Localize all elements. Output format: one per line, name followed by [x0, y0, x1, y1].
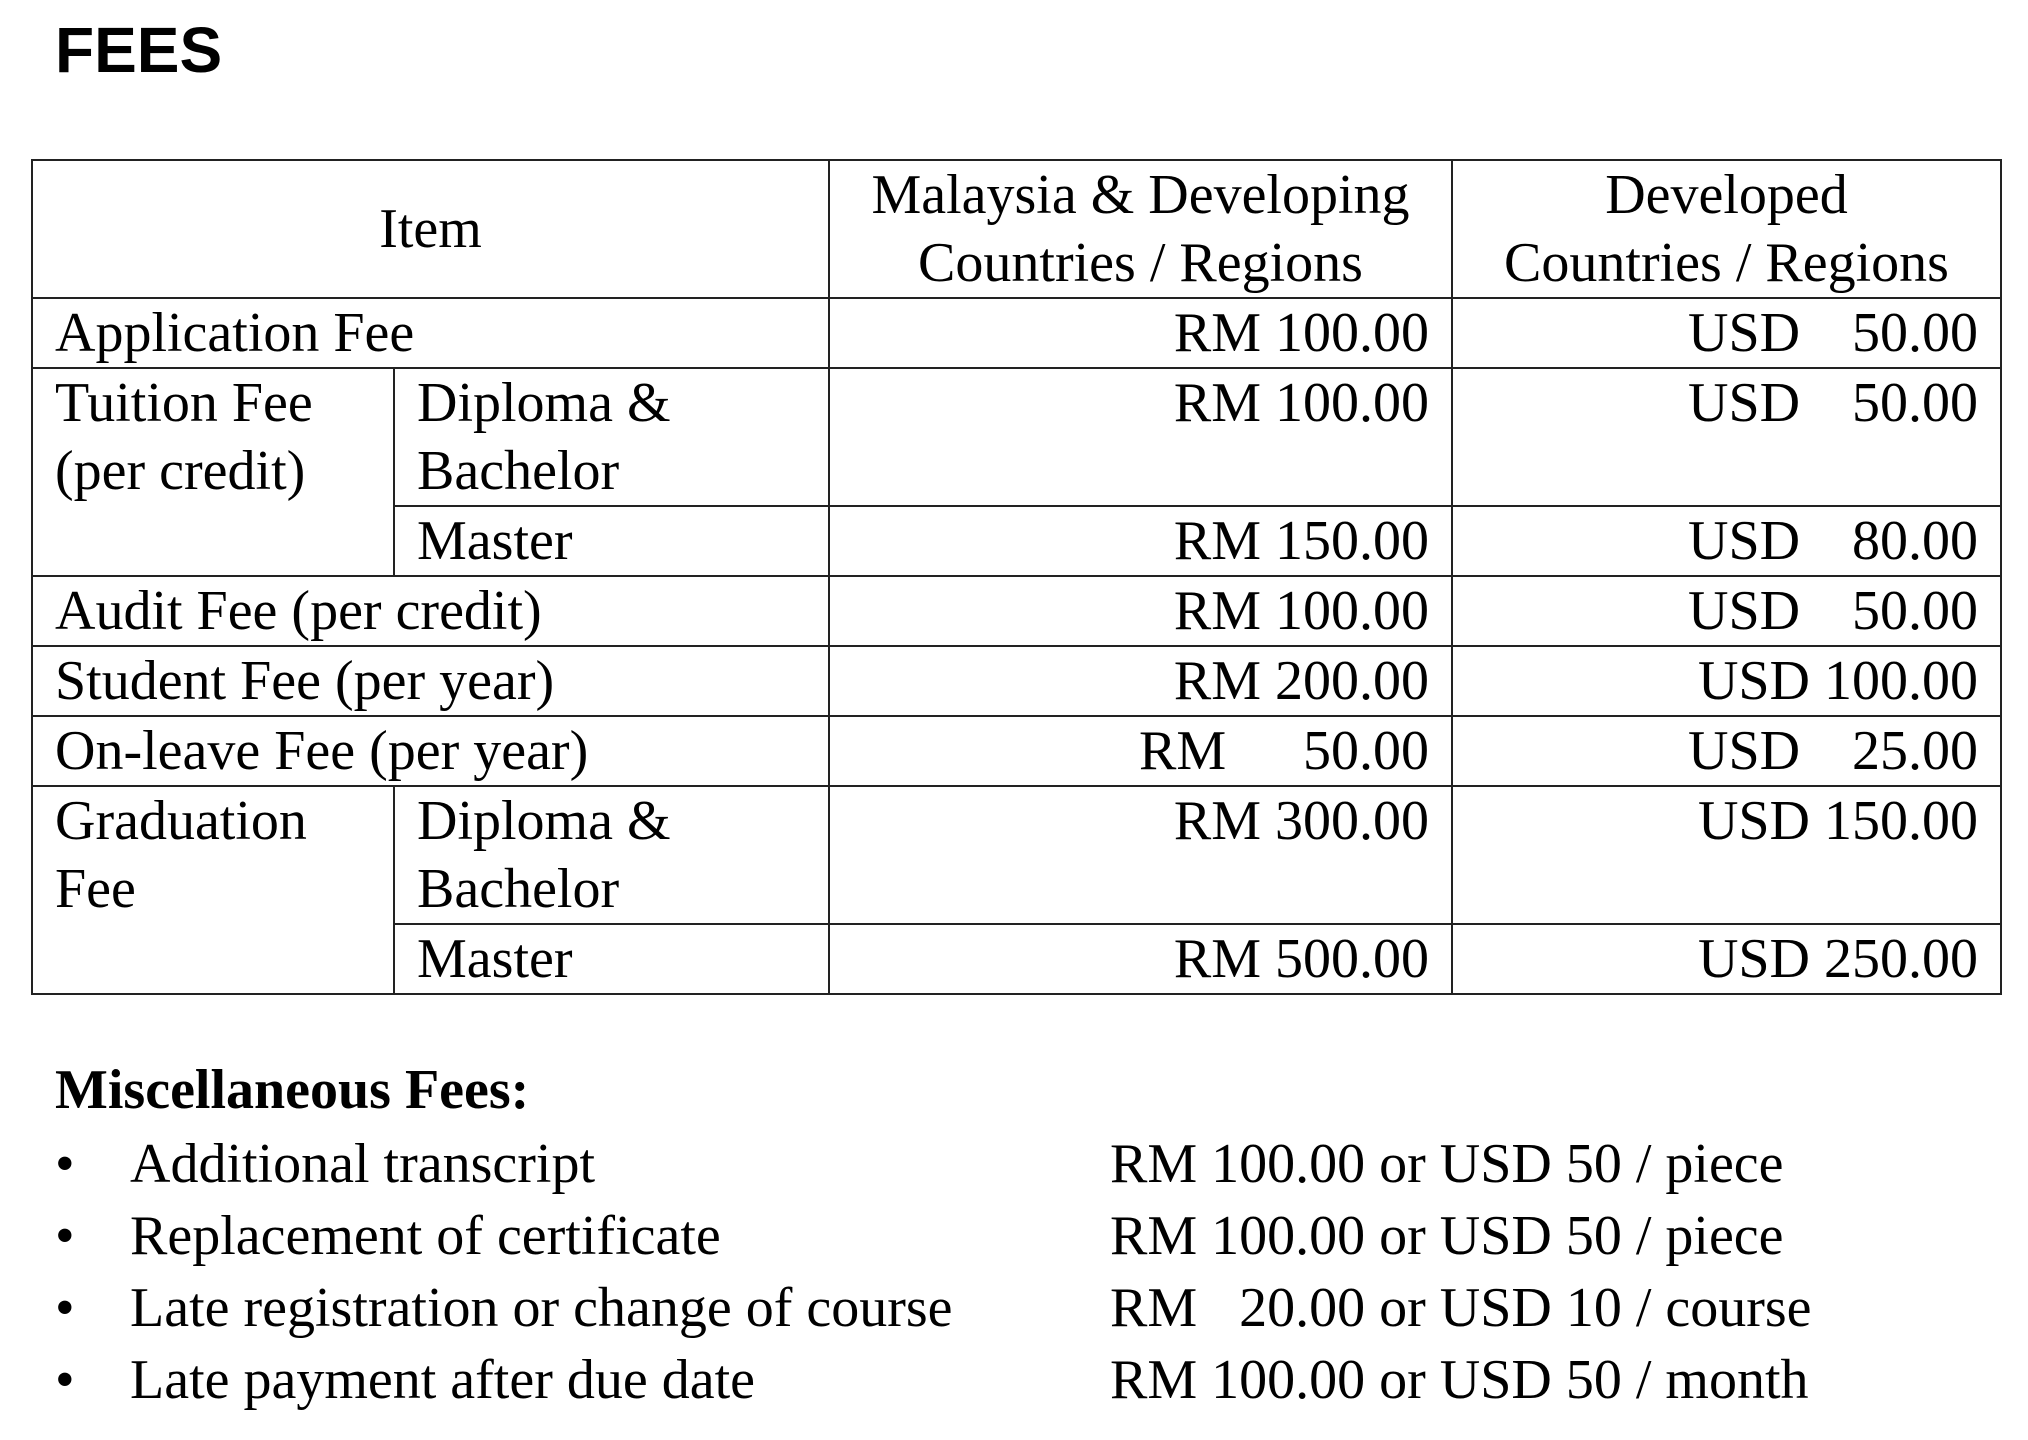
fees-table [31, 159, 2002, 995]
bullet-icon: • [55, 1349, 75, 1411]
table-row-student [32, 646, 2001, 716]
bullet-icon: • [55, 1277, 75, 1339]
page-title: FEES [55, 14, 223, 86]
misc-item-label: Late registration or change of course [130, 1277, 953, 1339]
misc-fees-title: Miscellaneous Fees: [55, 1059, 530, 1121]
misc-item-amount: RM 100.00 or USD 50 / month [1110, 1349, 1809, 1411]
usd-amount: USD 50.00 [1452, 576, 2001, 646]
sub-label-master: Master [394, 506, 829, 576]
usd-amount: USD 50.00 [1452, 368, 2001, 506]
usd-amount: USD 80.00 [1452, 506, 2001, 576]
sub-label-master: Master [394, 924, 829, 994]
misc-item-amount: RM 100.00 or USD 50 / piece [1110, 1133, 1784, 1195]
list-item [55, 1344, 1955, 1416]
usd-amount: USD 250.00 [1452, 924, 2001, 994]
header-local-line2: Countries / Regions [918, 232, 1363, 294]
header-item: Item [32, 160, 829, 298]
table-row-application [32, 298, 2001, 368]
usd-amount: USD 25.00 [1452, 716, 2001, 786]
table-row-audit [32, 576, 2001, 646]
usd-amount: USD 150.00 [1452, 786, 2001, 924]
sub-label-diploma: Diploma & Bachelor [394, 786, 829, 924]
misc-item-label: Additional transcript [130, 1133, 596, 1195]
table-row-tuition-diploma [32, 368, 2001, 506]
rm-amount: RM 300.00 [829, 786, 1452, 924]
misc-fees-list [55, 1128, 1955, 1416]
row-label-graduation: Graduation Fee [32, 786, 394, 994]
list-item [55, 1200, 1955, 1272]
rm-amount: RM 150.00 [829, 506, 1452, 576]
bullet-icon: • [55, 1205, 75, 1267]
table-row-onleave [32, 716, 2001, 786]
header-intl-line2: Countries / Regions [1504, 232, 1949, 294]
misc-item-label: Late payment after due date [130, 1349, 755, 1411]
rm-amount: RM 500.00 [829, 924, 1452, 994]
row-label: On-leave Fee (per year) [32, 716, 829, 786]
row-label: Application Fee [32, 298, 829, 368]
header-intl-line1: Developed [1605, 164, 1848, 226]
sub-label-diploma: Diploma & Bachelor [394, 368, 829, 506]
table-header-row [32, 160, 2001, 298]
usd-amount: USD 50.00 [1452, 298, 2001, 368]
row-label-tuition: Tuition Fee (per credit) [32, 368, 394, 576]
rm-amount: RM 100.00 [829, 298, 1452, 368]
rm-amount: RM 100.00 [829, 368, 1452, 506]
header-malaysia-developing [829, 160, 1452, 298]
misc-item-amount: RM 100.00 or USD 50 / piece [1110, 1205, 1784, 1267]
header-developed [1452, 160, 2001, 298]
row-label: Student Fee (per year) [32, 646, 829, 716]
list-item [55, 1128, 1955, 1200]
rm-amount: RM 100.00 [829, 576, 1452, 646]
row-label: Audit Fee (per credit) [32, 576, 829, 646]
header-local-line1: Malaysia & Developing [871, 164, 1410, 226]
rm-amount: RM 200.00 [829, 646, 1452, 716]
misc-item-label: Replacement of certificate [130, 1205, 721, 1267]
misc-item-amount: RM 20.00 or USD 10 / course [1110, 1277, 1812, 1339]
table-row-graduation-diploma [32, 786, 2001, 924]
bullet-icon: • [55, 1133, 75, 1195]
usd-amount: USD 100.00 [1452, 646, 2001, 716]
rm-amount: RM 50.00 [829, 716, 1452, 786]
list-item [55, 1272, 1955, 1344]
